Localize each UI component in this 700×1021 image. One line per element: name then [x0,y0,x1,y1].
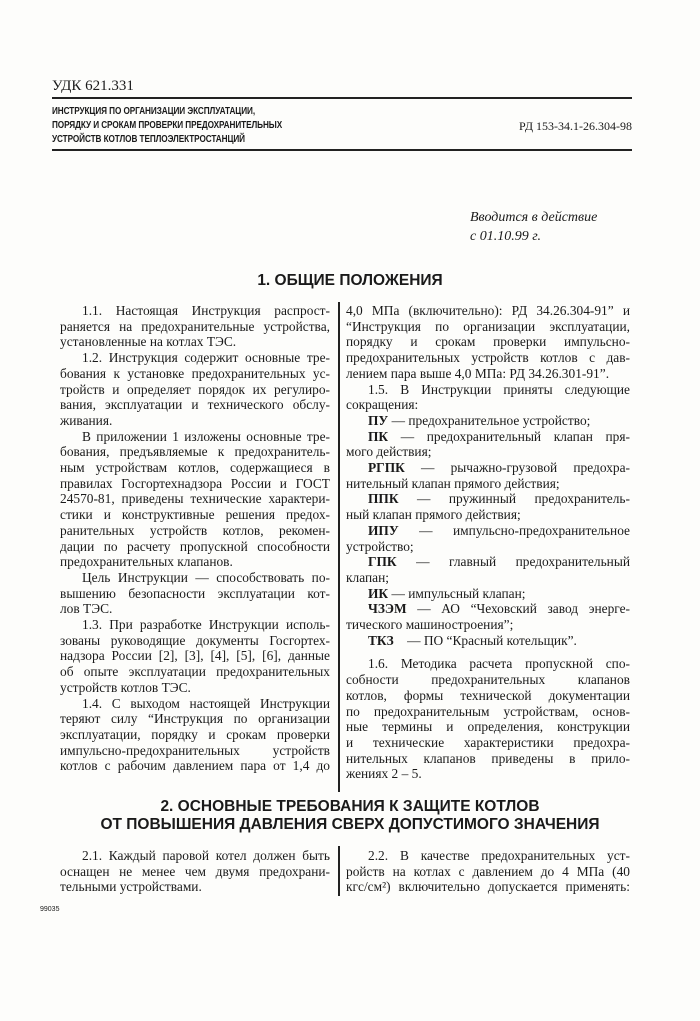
abbreviation-term: ИК [368,585,389,601]
text-line [346,429,630,445]
text-line: 24570-81, приведены технические характери- [60,491,330,507]
text-line [346,586,630,602]
text-line: бования, предъявляемые к предохранитель- [60,444,330,460]
abbreviation-entry [346,633,630,649]
text-line: лением пара выше 4,0 МПа: РД 34.26.301-91”. [346,365,610,381]
abbreviation-definition: — ПО “Красный котельщик”. [393,632,577,648]
text-line [346,523,630,539]
text-line: ройств на котлах с давлением до 4 МПа (40 [346,863,630,879]
text-line: вышению безопасности эксплуатации кот- [60,585,330,601]
abbreviation-definition: — импульсный клапан; [388,585,526,601]
paragraph [60,303,330,350]
effective-date-note [470,208,597,246]
text-line: нительных клапанов приведены в прило- [346,750,630,766]
abbreviation-entry [346,601,630,632]
paragraph [346,382,630,413]
text-line: тельными устройствами. [60,879,202,895]
text-line: эксплуатации, порядку и срокам проверки [60,726,330,742]
text-line: 1.5. В Инструкции приняты следующие [368,381,630,397]
abbreviation-term: ЧЗЭМ [368,601,407,617]
section-2-right-column [346,848,630,895]
text-line: ный клапан прямого действия; [346,507,521,523]
text-line: жениях 2 – 5. [346,766,422,782]
text-line: об опыте эксплуатации предохранительных [60,664,330,680]
abbreviation-entry [346,460,630,491]
abbreviation-definition: — импульсно-предохранительное [398,522,630,538]
text-line: установленные на котлах ТЭС. [60,334,237,350]
udk-code: УДК 621.331 [52,78,134,94]
text-line: надзора России [2], [3], [4], [5], [6], данные [60,648,330,664]
section-1-right-column [346,303,630,782]
text-line: ранительных устройств котлов, рекомен- [60,522,330,538]
section-1-left-column [60,303,330,774]
text-line: котлов, формы технической документации [346,687,630,703]
abbreviation-definition: — предохранительный клапан пря- [388,428,630,444]
text-line: импульсно-предохранительных устройств [60,742,330,758]
abbreviation-definition: — АО “Чеховский завод энерге- [406,601,630,617]
header-title-line: ПОРЯДКУ И СРОКАМ ПРОВЕРКИ ПРЕДОХРАНИТЕЛЬНЫХ [52,120,283,131]
text-line: 1.1. Настоящая Инструкция распрост- [82,303,330,318]
paragraph [60,848,330,895]
section-2-heading-line: ОТ ПОВЫШЕНИЯ ДАВЛЕНИЯ СВЕРХ ДОПУСТИМОГО ЗНАЧЕНИЯ [100,816,600,833]
text-line [346,460,630,476]
abbreviation-definition: — предохранительное устройство; [388,412,591,428]
text-line: живания. [60,412,113,428]
column-divider [338,302,340,792]
text-line: 1.2. Инструкция содержит основные тре- [82,350,330,366]
text-line: порядку и срокам проверки импульсно- [346,334,630,350]
document-code: РД 153-34.1-26.304-98 [519,119,632,133]
text-line: клапан; [346,569,389,585]
text-line: кгс/см²) включительно допускается применять: [346,879,630,895]
text-line [346,491,630,507]
abbreviation-entry [346,586,630,602]
abbreviation-term: ПК [368,428,389,444]
effective-label: Вводится в действие [470,210,598,225]
text-line: 2.1. Каждый паровой котел должен быть [82,848,330,863]
text-line: 4,0 МПа (включительно): РД 34.26.304-91” и [346,303,630,318]
text-line: “Инструкция по организации эксплуатации, [346,318,630,334]
abbreviation-entry [346,554,630,585]
text-line: устройств котлов ТЭС. [60,679,191,695]
abbreviation-entry [346,429,630,460]
abbreviation-entry [346,491,630,522]
paragraph [60,570,330,617]
column-divider [338,846,340,896]
text-line: 1.6. Методика расчета пропускной спо- [368,656,630,672]
abbreviation-definition: — рычажно-грузовой предохра- [404,460,630,476]
text-line: предохранительных устройств котлов с дав- [346,350,630,366]
text-line: нительный клапан прямого действия; [346,475,560,491]
abbreviation-term: ГПК [368,554,397,570]
paragraph [60,617,330,696]
abbreviation-term: ТКЗ [368,632,394,648]
text-line: дации по расчету пропускной способности [60,538,330,554]
header-rule-bottom [52,149,632,151]
abbreviation-definition: — пружинный предохранитель- [398,491,630,507]
text-line: В приложении 1 изложены основные тре- [82,428,330,444]
text-line: и технические характеристики предохра- [346,734,630,750]
paragraph [346,848,630,895]
text-line: тического машиностроения”; [346,617,514,633]
text-line: собности предохранительных клапанов [346,672,630,688]
abbreviation-term: РГПК [368,460,405,476]
text-line: котлов с рабочим давлением пара от 1,4 до [60,758,330,774]
section-2-left-column [60,848,330,895]
section-2-heading-line: 2. ОСНОВНЫЕ ТРЕБОВАНИЯ К ЗАЩИТЕ КОТЛОВ [160,798,540,815]
text-line [346,601,630,617]
text-line: ные термины и определения, конструкции [346,719,630,735]
text-line: оснащен не менее чем двумя предохрани- [60,863,330,879]
text-line: раняется на предохранительные устройства, [60,318,330,334]
text-line: ным устройствам котлов, содержащиеся в [60,460,330,476]
text-line: лов ТЭС. [60,601,113,617]
abbreviation-entry [346,523,630,554]
paragraph [60,350,330,429]
header-title-line: УСТРОЙСТВ КОТЛОВ ТЕПЛОЭЛЕКТРОСТАНЦИЙ [52,134,245,145]
abbreviation-entry [346,413,630,429]
text-line: устройство; [346,538,414,554]
print-code: 99035 [40,906,60,913]
text-line [346,554,630,570]
text-line: мого действия; [346,444,432,460]
text-line: предохранительных клапанов. [60,554,233,570]
paragraph [60,429,330,570]
abbreviation-term: ИПУ [368,522,399,538]
abbreviation-term: ПУ [368,412,389,428]
paragraph [346,656,630,782]
text-line [346,633,630,649]
abbreviation-definition: — главный предохранительный [396,554,630,570]
text-line: теряют силу “Инструкция по организации [60,711,330,727]
text-line [346,413,630,429]
text-line: стики и конструктивные решения предох- [60,507,330,523]
effective-date: с 01.10.99 г. [470,229,541,244]
paragraph [60,696,330,775]
text-line: правилах Госгортехнадзора России и ГОСТ [60,475,330,491]
text-line: 1.3. При разработке Инструкции исполь- [82,617,330,633]
text-line: 2.2. В качестве предохранительных уст- [368,848,630,863]
text-line: 1.4. С выходом настоящей Инструкции [82,695,330,711]
paragraph [346,303,630,382]
abbreviation-term: ППК [368,491,399,507]
paragraph-gap [346,648,630,656]
text-line: вания, эксплуатации и технического обслу- [60,397,330,413]
document-title-header [52,105,282,147]
header-title-line: ИНСТРУКЦИЯ ПО ОРГАНИЗАЦИИ ЭКСПЛУАТАЦИИ, [52,106,256,117]
text-line: сокращения: [346,397,419,413]
section-1-heading: 1. ОБЩИЕ ПОЛОЖЕНИЯ [257,272,443,289]
header-rule-top [52,97,632,99]
section-2-heading [40,798,660,834]
text-line: Цель Инструкции — способствовать по- [82,569,330,585]
text-line: тройств и определяет порядок их регулиро- [60,381,330,397]
text-line: бования к установке предохранительных ус- [60,365,330,381]
text-line: по предохранительным устройствам, основ- [346,703,630,719]
text-line: зованы руководящие документы Госгортех- [60,632,330,648]
